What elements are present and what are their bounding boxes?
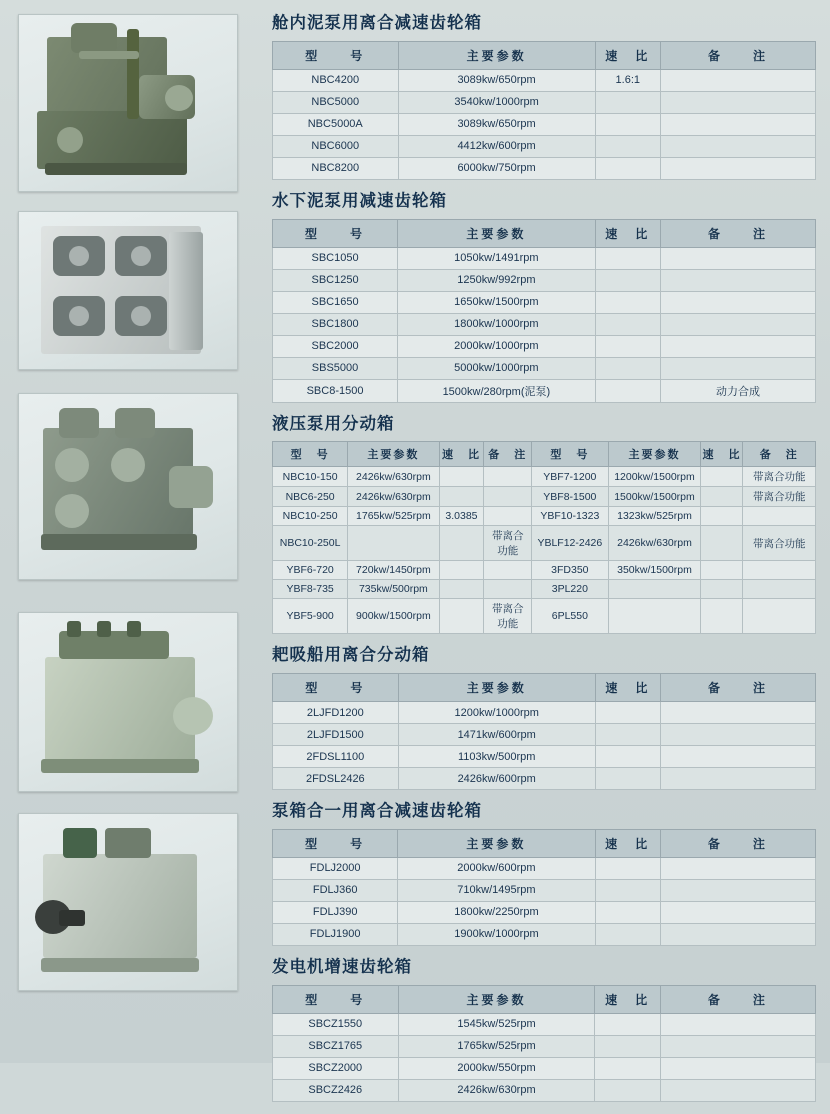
header-parameters: 主要参数 bbox=[398, 219, 596, 247]
section-title: 发电机增速齿轮箱 bbox=[272, 957, 412, 976]
photo-column bbox=[0, 0, 268, 1063]
header-model: 型 号 bbox=[273, 41, 399, 69]
cell-model-left: NBC6-250 bbox=[273, 487, 348, 507]
cell-param: 1050kw/1491rpm bbox=[398, 247, 596, 269]
cell-param-right: 1323kw/525rpm bbox=[608, 507, 701, 526]
header-parameters: 主要参数 bbox=[398, 985, 595, 1013]
cell-param: 4412kw/600rpm bbox=[398, 135, 595, 157]
header-note-right: 备 注 bbox=[743, 442, 816, 467]
cell-model: NBC8200 bbox=[273, 157, 399, 179]
cell-note bbox=[660, 269, 815, 291]
table-header-row bbox=[273, 219, 816, 247]
cell-note bbox=[660, 857, 815, 879]
cell-param-right: 2426kw/630rpm bbox=[608, 526, 701, 561]
table-row bbox=[273, 91, 816, 113]
table-row bbox=[273, 1079, 816, 1101]
cell-model: 2FDSL1100 bbox=[273, 746, 399, 768]
cell-model-left: NBC10-250L bbox=[273, 526, 348, 561]
cell-param-left: 720kw/1450rpm bbox=[348, 561, 439, 580]
cell-note bbox=[660, 113, 815, 135]
cell-note-left bbox=[484, 507, 532, 526]
cell-param: 5000kw/1000rpm bbox=[398, 357, 596, 379]
cell-ratio bbox=[595, 901, 660, 923]
section-title: 耙吸船用离合分动箱 bbox=[272, 646, 430, 665]
cell-param: 1250kw/992rpm bbox=[398, 269, 596, 291]
cell-model: FDLJ2000 bbox=[273, 857, 398, 879]
header-note: 备 注 bbox=[660, 41, 815, 69]
cell-model: SBC8-1500 bbox=[273, 379, 398, 402]
cell-model: NBC6000 bbox=[273, 135, 399, 157]
cell-model-left: YBF8-735 bbox=[273, 580, 348, 599]
cell-note-right bbox=[743, 507, 816, 526]
cell-model-right: 6PL550 bbox=[532, 599, 608, 634]
cell-note-left: 带离合功能 bbox=[484, 599, 532, 634]
cell-ratio bbox=[595, 91, 660, 113]
header-note: 备 注 bbox=[660, 219, 815, 247]
table-header-row bbox=[273, 829, 816, 857]
cell-ratio bbox=[595, 1079, 660, 1101]
cell-param: 1500kw/280rpm(泥泵) bbox=[398, 379, 596, 402]
table-header-row bbox=[273, 674, 816, 702]
header-note: 备 注 bbox=[661, 674, 816, 702]
table-row bbox=[273, 313, 816, 335]
section-title: 泵箱合一用离合减速齿轮箱 bbox=[272, 802, 482, 821]
header-ratio: 速 比 bbox=[595, 219, 660, 247]
cell-param: 1800kw/1000rpm bbox=[398, 313, 596, 335]
table-row bbox=[273, 1057, 816, 1079]
cell-note bbox=[660, 291, 815, 313]
cell-param-right: 1200kw/1500rpm bbox=[608, 467, 701, 487]
table-row bbox=[273, 113, 816, 135]
cell-ratio-right bbox=[701, 467, 743, 487]
cell-ratio-right bbox=[701, 599, 743, 634]
header-ratio: 速 比 bbox=[595, 41, 660, 69]
table-row bbox=[273, 69, 816, 91]
cell-param-left: 2426kw/630rpm bbox=[348, 487, 439, 507]
gearbox-photo-4 bbox=[18, 612, 238, 792]
gearbox-photo-5 bbox=[18, 813, 238, 991]
header-ratio-left: 速 比 bbox=[439, 442, 484, 467]
cell-note-right: 带离合功能 bbox=[743, 467, 816, 487]
cell-note bbox=[661, 746, 816, 768]
cell-ratio bbox=[595, 746, 660, 768]
header-parameters-left: 主要参数 bbox=[348, 442, 439, 467]
cell-ratio-right bbox=[701, 487, 743, 507]
cell-model: SBS5000 bbox=[273, 357, 398, 379]
cell-note-right bbox=[743, 580, 816, 599]
cell-note bbox=[660, 69, 815, 91]
cell-model-right: 3PL220 bbox=[532, 580, 608, 599]
cell-param: 1765kw/525rpm bbox=[398, 1035, 595, 1057]
cell-note bbox=[660, 157, 815, 179]
table-row bbox=[273, 724, 816, 746]
cell-model: SBC2000 bbox=[273, 335, 398, 357]
table-row bbox=[273, 768, 816, 790]
section-pump-integrated-clutch-reduction bbox=[272, 802, 820, 946]
gearbox-photo-2 bbox=[18, 211, 238, 370]
cell-ratio-left: 3.0385 bbox=[439, 507, 484, 526]
cell-model-left: NBC10-250 bbox=[273, 507, 348, 526]
table-row bbox=[273, 291, 816, 313]
cell-model: NBC5000A bbox=[273, 113, 399, 135]
cell-note bbox=[660, 1079, 815, 1101]
table-row bbox=[273, 467, 816, 487]
spec-table bbox=[272, 673, 816, 790]
cell-ratio bbox=[595, 379, 660, 402]
cell-param-right: 1500kw/1500rpm bbox=[608, 487, 701, 507]
table-header-row bbox=[273, 442, 816, 467]
cell-ratio bbox=[595, 1035, 660, 1057]
cell-model-left: NBC10-150 bbox=[273, 467, 348, 487]
header-note: 备 注 bbox=[660, 985, 815, 1013]
table-row bbox=[273, 507, 816, 526]
table-row bbox=[273, 269, 816, 291]
cell-note-right: 带离合功能 bbox=[743, 487, 816, 507]
table-row bbox=[273, 561, 816, 580]
cell-model: NBC5000 bbox=[273, 91, 399, 113]
cell-note-right: 带离合功能 bbox=[743, 526, 816, 561]
section-title: 液压泵用分动箱 bbox=[272, 414, 395, 433]
spec-column bbox=[272, 0, 820, 1114]
cell-param: 1103kw/500rpm bbox=[398, 746, 595, 768]
cell-ratio-right bbox=[701, 561, 743, 580]
cell-ratio bbox=[595, 357, 660, 379]
cell-note bbox=[660, 1057, 815, 1079]
cell-ratio bbox=[595, 135, 660, 157]
cell-note bbox=[661, 702, 816, 724]
cell-model-right: 3FD350 bbox=[532, 561, 608, 580]
table-header-row bbox=[273, 985, 816, 1013]
cell-param: 2000kw/600rpm bbox=[398, 857, 595, 879]
section-cabin-mud-pump bbox=[272, 14, 820, 180]
cell-param: 1900kw/1000rpm bbox=[398, 923, 595, 945]
header-model: 型 号 bbox=[273, 985, 399, 1013]
cell-note-right bbox=[743, 599, 816, 634]
cell-model: SBCZ1765 bbox=[273, 1035, 399, 1057]
cell-model: FDLJ390 bbox=[273, 901, 398, 923]
header-parameters-right: 主要参数 bbox=[608, 442, 701, 467]
cell-param: 2000kw/550rpm bbox=[398, 1057, 595, 1079]
header-note: 备 注 bbox=[660, 829, 815, 857]
cell-note-right bbox=[743, 561, 816, 580]
cell-note bbox=[660, 135, 815, 157]
cell-ratio bbox=[595, 157, 660, 179]
table-row bbox=[273, 857, 816, 879]
cell-ratio-left bbox=[439, 580, 484, 599]
section-title: 水下泥泵用减速齿轮箱 bbox=[272, 191, 447, 210]
cell-param: 1471kw/600rpm bbox=[398, 724, 595, 746]
header-model: 型 号 bbox=[273, 829, 398, 857]
table-row bbox=[273, 580, 816, 599]
cell-ratio bbox=[595, 291, 660, 313]
cell-note bbox=[661, 724, 816, 746]
header-parameters: 主要参数 bbox=[398, 829, 595, 857]
cell-model-right: YBF7-1200 bbox=[532, 467, 608, 487]
header-note-left: 备 注 bbox=[484, 442, 532, 467]
table-row bbox=[273, 901, 816, 923]
gearbox-photo-1 bbox=[18, 14, 238, 192]
header-model-right: 型 号 bbox=[532, 442, 608, 467]
cell-note-left bbox=[484, 561, 532, 580]
cell-ratio-right bbox=[701, 526, 743, 561]
table-row bbox=[273, 335, 816, 357]
table-row bbox=[273, 247, 816, 269]
cell-param-left: 2426kw/630rpm bbox=[348, 467, 439, 487]
cell-model: SBC1800 bbox=[273, 313, 398, 335]
cell-model: SBCZ2000 bbox=[273, 1057, 399, 1079]
cell-ratio bbox=[595, 724, 660, 746]
cell-model: SBC1250 bbox=[273, 269, 398, 291]
cell-param: 3089kw/650rpm bbox=[398, 69, 595, 91]
table-row bbox=[273, 135, 816, 157]
cell-ratio bbox=[595, 313, 660, 335]
section-trailing-suction-clutch-transfer-case bbox=[272, 646, 820, 790]
cell-note bbox=[660, 335, 815, 357]
spec-table bbox=[272, 219, 816, 403]
table-row bbox=[273, 599, 816, 634]
cell-ratio bbox=[595, 247, 660, 269]
cell-ratio bbox=[595, 923, 660, 945]
cell-ratio bbox=[595, 857, 660, 879]
cell-note-left bbox=[484, 467, 532, 487]
cell-model: SBCZ2426 bbox=[273, 1079, 399, 1101]
cell-ratio-left bbox=[439, 526, 484, 561]
header-parameters: 主要参数 bbox=[398, 674, 595, 702]
spec-table bbox=[272, 829, 816, 946]
cell-model: 2FDSL2426 bbox=[273, 768, 399, 790]
header-ratio: 速 比 bbox=[595, 829, 660, 857]
section-hydraulic-pump-transfer-case bbox=[272, 415, 820, 635]
header-model: 型 号 bbox=[273, 674, 399, 702]
header-ratio: 速 比 bbox=[595, 674, 660, 702]
cell-note-left bbox=[484, 487, 532, 507]
cell-model: NBC4200 bbox=[273, 69, 399, 91]
cell-ratio bbox=[595, 269, 660, 291]
cell-model-left: YBF5-900 bbox=[273, 599, 348, 634]
table-row bbox=[273, 879, 816, 901]
header-model-left: 型 号 bbox=[273, 442, 348, 467]
cell-param-left: 1765kw/525rpm bbox=[348, 507, 439, 526]
cell-ratio bbox=[595, 335, 660, 357]
cell-model: 2LJFD1200 bbox=[273, 702, 399, 724]
table-row bbox=[273, 157, 816, 179]
cell-note bbox=[660, 1035, 815, 1057]
cell-param-right bbox=[608, 599, 701, 634]
table-row bbox=[273, 526, 816, 561]
cell-note bbox=[660, 91, 815, 113]
cell-note bbox=[660, 901, 815, 923]
cell-param: 1545kw/525rpm bbox=[398, 1013, 595, 1035]
cell-note bbox=[660, 247, 815, 269]
cell-model-right: YBF8-1500 bbox=[532, 487, 608, 507]
cell-model: SBC1650 bbox=[273, 291, 398, 313]
header-model: 型 号 bbox=[273, 219, 398, 247]
table-row bbox=[273, 379, 816, 402]
cell-param-right: 350kw/1500rpm bbox=[608, 561, 701, 580]
table-row bbox=[273, 923, 816, 945]
cell-param: 2000kw/1000rpm bbox=[398, 335, 596, 357]
cell-note bbox=[660, 313, 815, 335]
cell-note bbox=[660, 357, 815, 379]
cell-param: 3089kw/650rpm bbox=[398, 113, 595, 135]
cell-note-left: 带离合功能 bbox=[484, 526, 532, 561]
cell-note bbox=[660, 1013, 815, 1035]
cell-ratio-left bbox=[439, 487, 484, 507]
section-generator-speed-increasing bbox=[272, 958, 820, 1102]
table-row bbox=[273, 702, 816, 724]
cell-ratio-left bbox=[439, 467, 484, 487]
table-row bbox=[273, 1035, 816, 1057]
cell-ratio bbox=[595, 879, 660, 901]
cell-ratio bbox=[595, 1013, 660, 1035]
cell-param: 6000kw/750rpm bbox=[398, 157, 595, 179]
cell-param: 2426kw/630rpm bbox=[398, 1079, 595, 1101]
header-parameters: 主要参数 bbox=[398, 41, 595, 69]
cell-ratio: 1.6:1 bbox=[595, 69, 660, 91]
cell-ratio-left bbox=[439, 561, 484, 580]
table-row bbox=[273, 357, 816, 379]
spec-table bbox=[272, 41, 816, 180]
cell-param: 710kw/1495rpm bbox=[398, 879, 595, 901]
cell-model: SBCZ1550 bbox=[273, 1013, 399, 1035]
section-underwater-mud-pump bbox=[272, 192, 820, 403]
cell-ratio-right bbox=[701, 507, 743, 526]
cell-param-right bbox=[608, 580, 701, 599]
cell-param: 1650kw/1500rpm bbox=[398, 291, 596, 313]
table-row bbox=[273, 487, 816, 507]
cell-note: 动力合成 bbox=[660, 379, 815, 402]
spec-table-dual bbox=[272, 441, 816, 634]
section-title: 舱内泥泵用离合减速齿轮箱 bbox=[272, 14, 482, 32]
header-ratio: 速 比 bbox=[595, 985, 660, 1013]
cell-param: 1200kw/1000rpm bbox=[398, 702, 595, 724]
cell-note bbox=[660, 923, 815, 945]
cell-model: FDLJ360 bbox=[273, 879, 398, 901]
cell-model-right: YBLF12-2426 bbox=[532, 526, 608, 561]
cell-ratio bbox=[595, 1057, 660, 1079]
cell-model: FDLJ1900 bbox=[273, 923, 398, 945]
spec-table bbox=[272, 985, 816, 1102]
cell-model-right: YBF10-1323 bbox=[532, 507, 608, 526]
header-ratio-right: 速 比 bbox=[701, 442, 743, 467]
cell-model: 2LJFD1500 bbox=[273, 724, 399, 746]
table-row bbox=[273, 746, 816, 768]
cell-param: 2426kw/600rpm bbox=[398, 768, 595, 790]
table-header-row bbox=[273, 41, 816, 69]
cell-ratio bbox=[595, 113, 660, 135]
cell-ratio-right bbox=[701, 580, 743, 599]
cell-note bbox=[661, 768, 816, 790]
cell-ratio bbox=[595, 702, 660, 724]
cell-param-left: 735kw/500rpm bbox=[348, 580, 439, 599]
cell-param: 1800kw/2250rpm bbox=[398, 901, 595, 923]
cell-ratio-left bbox=[439, 599, 484, 634]
gearbox-photo-3 bbox=[18, 393, 238, 580]
cell-param-left bbox=[348, 526, 439, 561]
cell-model: SBC1050 bbox=[273, 247, 398, 269]
cell-note-left bbox=[484, 580, 532, 599]
cell-param: 3540kw/1000rpm bbox=[398, 91, 595, 113]
cell-model-left: YBF6-720 bbox=[273, 561, 348, 580]
cell-param-left: 900kw/1500rpm bbox=[348, 599, 439, 634]
table-row bbox=[273, 1013, 816, 1035]
cell-ratio bbox=[595, 768, 660, 790]
cell-note bbox=[660, 879, 815, 901]
